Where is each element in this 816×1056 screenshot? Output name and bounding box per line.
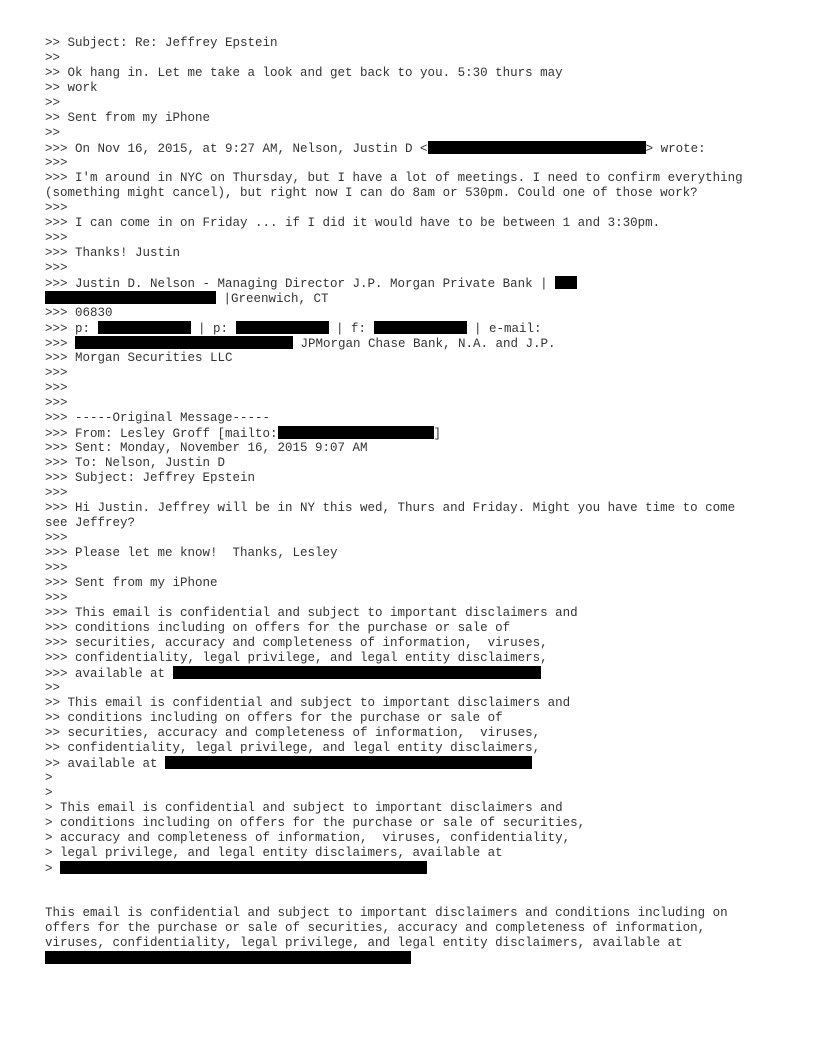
text-line: >> Subject: Re: Jeffrey Epstein (45, 36, 278, 50)
redaction-bar (236, 321, 329, 334)
text-line: > conditions including on offers for the purchase or sale of securities, (45, 816, 586, 830)
text-segment: >>> On Nov 16, 2015, at 9:27 AM, Nelson, Justin D < (45, 142, 428, 156)
text-line: >>> Please let me know! Thanks, Lesley (45, 546, 338, 560)
text-line: >>> Subject: Jeffrey Epstein (45, 471, 256, 485)
text-line: >>> confidentiality, legal privilege, and legal entity disclaimers, (45, 651, 548, 665)
text-segment: | p: (190, 322, 236, 336)
redaction-bar (374, 321, 467, 334)
text-segment: >>> (45, 337, 76, 351)
text-line: >>> (45, 531, 68, 545)
text-line: >>> I can come in on Friday ... if I did it would have to be between 1 and 3:30pm. (45, 216, 661, 230)
text-line: >>> (45, 366, 68, 380)
text-line (45, 276, 785, 291)
text-line: This email is confidential and subject to important disclaimers and conditions including on (45, 906, 728, 920)
text-line: >> Sent from my iPhone (45, 111, 211, 125)
text-line: >>> Thanks! Justin (45, 246, 181, 260)
text-line: >>> (45, 201, 68, 215)
text-line: >>> (45, 396, 68, 410)
text-line: >>> 06830 (45, 306, 113, 320)
text-line: >>> (45, 486, 68, 500)
text-line: (something might cancel), but right now I can do 8am or 530pm. Could one of those work? (45, 186, 698, 200)
text-segment: >>> available at (45, 667, 173, 681)
redaction-bar (98, 321, 191, 334)
text-line: > This email is confidential and subject to important disclaimers and (45, 801, 563, 815)
text-line: >>> I'm around in NYC on Thursday, but I have a lot of meetings. I need to confirm everything (45, 171, 743, 185)
text-line: > (45, 786, 53, 800)
text-line: > (45, 771, 53, 785)
text-segment: > wrote: (645, 142, 706, 156)
blank-line (45, 891, 785, 906)
text-segment: >>> Justin D. Nelson - Managing Director J.P. Morgan Private Bank | (45, 277, 556, 291)
text-segment: |Greenwich, CT (216, 292, 329, 306)
text-line: >> securities, accuracy and completeness of information, viruses, (45, 726, 541, 740)
text-line: see Jeffrey? (45, 516, 136, 530)
text-line: >>> securities, accuracy and completeness of information, viruses, (45, 636, 548, 650)
redaction-bar (555, 276, 577, 289)
text-line: >>> This email is confidential and subject to important disclaimers and (45, 606, 578, 620)
text-line: > accuracy and completeness of information, viruses, confidentiality, (45, 831, 571, 845)
text-line: >>> (45, 261, 68, 275)
text-segment: JPMorgan Chase Bank, N.A. and J.P. (293, 337, 556, 351)
text-line: >>> Sent from my iPhone (45, 576, 218, 590)
blank-line (45, 876, 785, 891)
text-line: >>> conditions including on offers for the purchase or sale of (45, 621, 511, 635)
text-line (45, 291, 785, 306)
text-line: >> (45, 126, 61, 140)
text-line: >>> Hi Justin. Jeffrey will be in NY this wed, Thurs and Friday. Might you have time to come (45, 501, 736, 515)
text-line (45, 426, 785, 441)
redaction-bar (173, 666, 541, 679)
text-line: >> (45, 681, 61, 695)
text-line: >> This email is confidential and subject to important disclaimers and (45, 696, 571, 710)
text-segment: | e-mail: (466, 322, 542, 336)
text-line: >>> (45, 591, 68, 605)
redaction-bar (428, 141, 646, 154)
redaction-bar (278, 426, 434, 439)
text-line: viruses, confidentiality, legal privilege, and legal entity disclaimers, available at (45, 936, 683, 950)
text-line: >>> To: Nelson, Justin D (45, 456, 226, 470)
text-line: offers for the purchase or sale of securities, accuracy and completeness of information, (45, 921, 706, 935)
text-line: >>> (45, 381, 68, 395)
text-segment: >>> From: Lesley Groff [mailto: (45, 427, 278, 441)
text-line (45, 666, 785, 681)
text-segment: ] (433, 427, 442, 441)
text-line: >> work (45, 81, 98, 95)
redaction-bar (45, 291, 216, 304)
redaction-bar (75, 336, 293, 349)
text-line (45, 951, 785, 966)
text-line: >>> Morgan Securities LLC (45, 351, 233, 365)
text-line: >>> (45, 231, 68, 245)
text-line: >>> (45, 156, 68, 170)
text-line (45, 141, 785, 156)
redaction-bar (60, 861, 427, 874)
redaction-bar (45, 951, 411, 964)
text-line: >> (45, 51, 61, 65)
redaction-bar (165, 756, 532, 769)
text-line: > legal privilege, and legal entity disclaimers, available at (45, 846, 503, 860)
text-segment: >>> p: (45, 322, 98, 336)
text-line: >> conditions including on offers for the purchase or sale of (45, 711, 503, 725)
text-line: >> Ok hang in. Let me take a look and get back to you. 5:30 thurs may (45, 66, 563, 80)
text-line: >>> Sent: Monday, November 16, 2015 9:07 AM (45, 441, 368, 455)
text-line: >>> -----Original Message----- (45, 411, 271, 425)
text-line (45, 861, 785, 876)
text-line: >> confidentiality, legal privilege, and legal entity disclaimers, (45, 741, 541, 755)
text-line (45, 756, 785, 771)
text-line: >> (45, 96, 61, 110)
text-segment: | f: (328, 322, 374, 336)
text-line (45, 321, 785, 336)
text-segment: >> available at (45, 757, 166, 771)
email-document (45, 36, 785, 966)
text-line: >>> (45, 561, 68, 575)
text-segment: > (45, 862, 61, 876)
text-line (45, 336, 785, 351)
